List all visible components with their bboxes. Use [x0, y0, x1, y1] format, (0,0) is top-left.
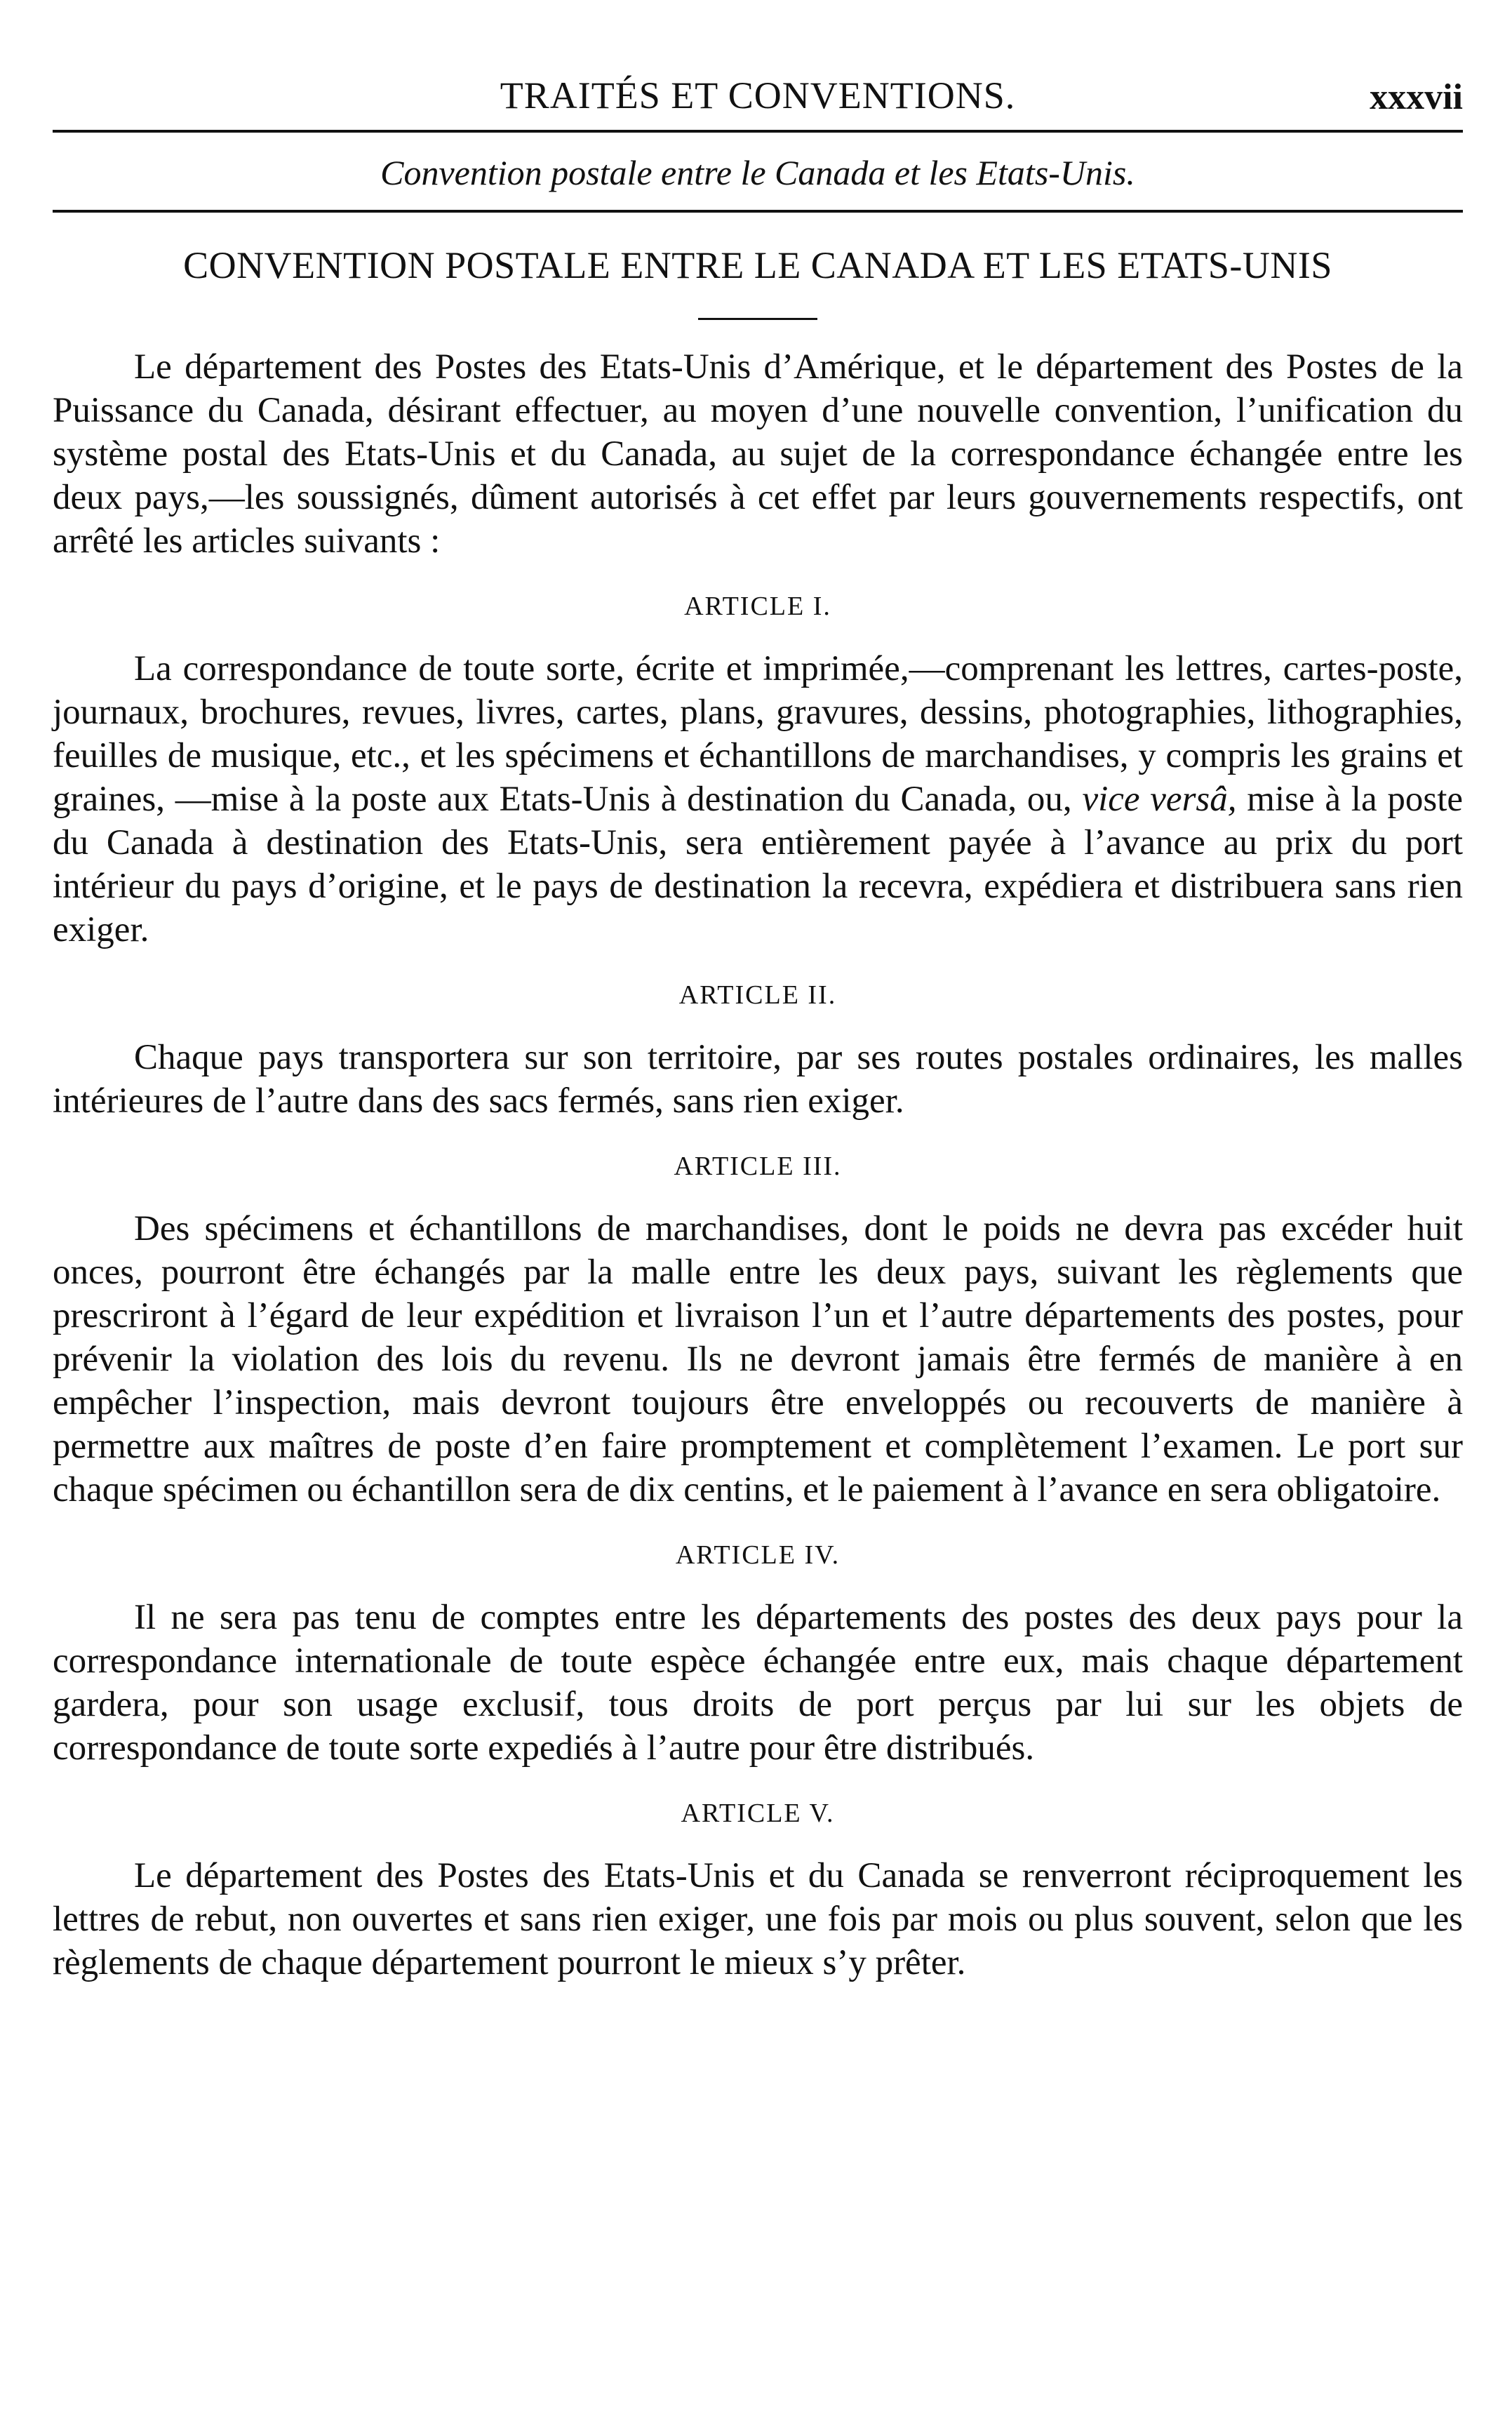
subtitle-rule — [53, 210, 1463, 213]
article-5-heading: ARTICLE V. — [681, 1799, 835, 1828]
article-2-heading: ARTICLE II. — [678, 980, 837, 1010]
document-page — [53, 67, 1463, 1985]
article-4-heading: ARTICLE IV. — [675, 1540, 841, 1570]
article-1-heading: ARTICLE I. — [684, 592, 831, 621]
page-number: xxxvii — [1370, 77, 1463, 117]
running-title: TRAITÉS ET CONVENTIONS. — [500, 74, 1016, 116]
article-1-text-part1: La correspondance de toute sorte, écrite et imprimée,—comprenant les lettres, cartes-poste, journaux, brochures, revues, livres, cartes, plans, gravures, dessins, photographies, lithographies, feuilles de musique, etc., et les spécimens et échantillons de marchandises, y compris les grains et graines, —mise à la poste aux Etats-Unis à destination du Canada, ou, — [53, 649, 1463, 819]
article-4-text: Il ne sera pas tenu de comptes entre les départements des postes des deux pays pour la correspondance internationale de toute espèce échangée entre eux, mais chaque département gardera, pour son usage exclusif, tous droits de port perçus par lui sur les objets de correspondance de toute sorte expediés à l’autre pour être distribués. — [53, 1598, 1463, 1768]
article-1-text — [53, 647, 1463, 952]
article-3-heading: ARTICLE III. — [674, 1152, 842, 1181]
main-title: CONVENTION POSTALE ENTRE LE CANADA ET LES ETATS-UNIS — [183, 244, 1332, 286]
title-divider — [698, 318, 817, 320]
article-1-text-part2: mise à la poste du Canada à destination des Etats-Unis, sera entièrement payée à l’avance au prix du port intérieur du pays d’origine, et le pays de destination la recevra, expédiera et distribuera sans rien exiger. — [53, 780, 1463, 949]
running-header — [53, 67, 1463, 130]
article-1-italic: vice versâ, — [1082, 780, 1237, 819]
article-2-text: Chaque pays transportera sur son territoire, par ses routes postales ordinaires, les malles intérieures de l’autre dans des sacs fermés, sans rien exiger. — [53, 1038, 1463, 1121]
preamble-paragraph: Le département des Postes des Etats-Unis d’Amérique, et le département des Postes de la Puissance du Canada, désirant effectuer, au moyen d’une nouvelle convention, l’unification du système postal des Etats-Unis et du Canada, au sujet de la correspondance échangée entre les deux pays,—les soussignés, dûment autorisés à cet effet par leurs gouvernements respectifs, ont arrêté les articles suivants : — [53, 347, 1463, 561]
article-3-text: Des spécimens et échantillons de marchandises, dont le poids ne devra pas excéder huit onces, pourront être échangés par la malle entre les deux pays, suivant les règlements que prescriront à l’égard de leur expédition et livraison l’un et l’autre départements des postes, pour prévenir la violation des lois du revenu. Ils ne devront jamais être fermés de manière à en empêcher l’inspection, mais devront toujours être enveloppés ou recouverts de manière à permettre aux maîtres de poste d’en faire promptement et complètement l’examen. Le port sur chaque spécimen ou échantillon sera de dix centins, et le paiement à l’avance en sera obligatoire. — [53, 1209, 1463, 1509]
article-5-text: Le département des Postes des Etats-Unis et du Canada se renverront réciproquement les lettres de rebut, non ouvertes et sans rien exiger, une fois par mois ou plus souvent, selon que les règlements de chaque département pourront le mieux s’y prêter. — [53, 1856, 1463, 1982]
section-subtitle: Convention postale entre le Canada et les Etats-Unis. — [380, 153, 1135, 192]
